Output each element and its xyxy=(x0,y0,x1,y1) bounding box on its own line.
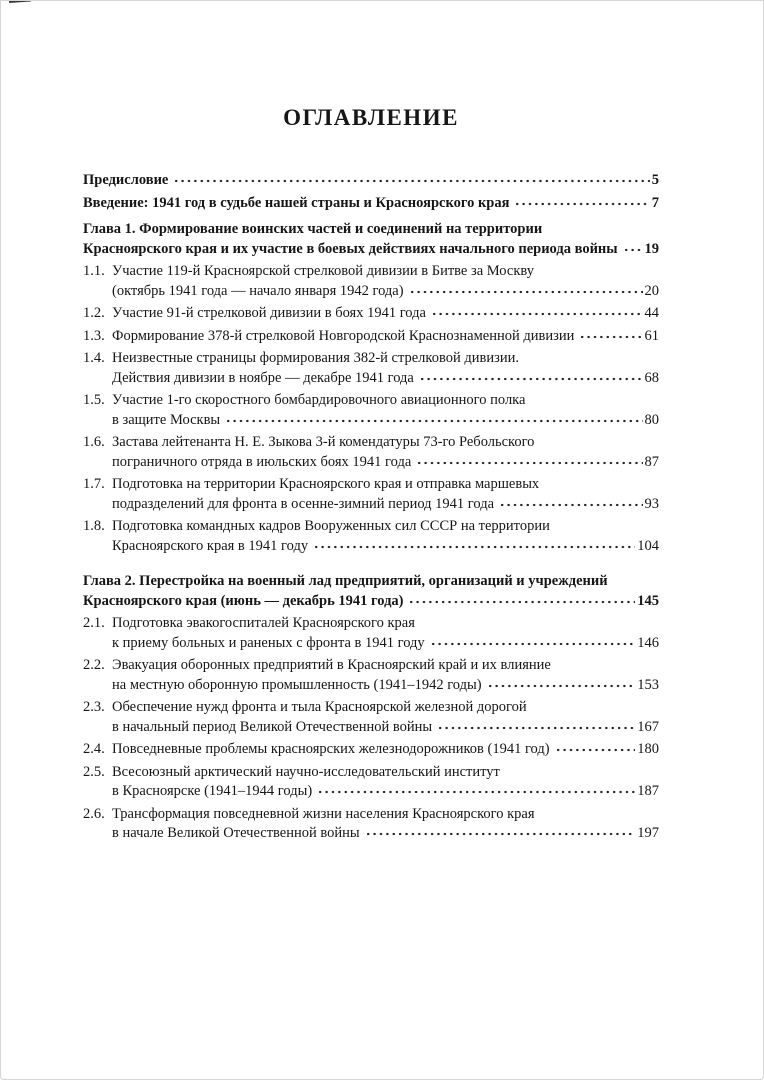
toc-entry-line xyxy=(83,433,659,453)
entry-text: пограничного отряда в июльских боях 1941 года xyxy=(112,453,412,470)
entry-text: Всесоюзный арктический научно-исследовательский институт xyxy=(112,763,500,780)
entry-text: Действия дивизии в ноябре — декабре 1941 года xyxy=(112,369,414,386)
toc-entry xyxy=(83,327,659,347)
toc-entry-line xyxy=(83,592,659,612)
entry-page-number: 93 xyxy=(644,495,659,512)
entry-page-number: 7 xyxy=(651,194,659,211)
toc-entry xyxy=(83,391,659,430)
page-title: ОГЛАВЛЕНИЕ xyxy=(283,105,459,130)
toc-entry-line xyxy=(83,656,659,676)
entry-page-number: 80 xyxy=(644,411,659,428)
toc-entry-line xyxy=(83,763,659,783)
entry-text: в начальный период Великой Отечественной войны xyxy=(112,718,433,735)
entry-number: 2.1. xyxy=(83,615,105,631)
dot-leader xyxy=(487,679,636,689)
toc-entry-line xyxy=(83,262,659,282)
toc-entry-line xyxy=(112,369,659,389)
toc-entry-line xyxy=(83,391,659,411)
toc-entry-line xyxy=(112,634,659,654)
toc-entry-line xyxy=(83,327,659,347)
entry-text: Красноярского края (июнь — декабрь 1941 года) xyxy=(83,592,404,609)
toc-entry-line xyxy=(83,698,659,718)
toc-entry-line xyxy=(83,220,659,240)
toc-entry xyxy=(83,349,659,388)
dot-leader xyxy=(365,827,636,837)
toc-content xyxy=(1,1,763,844)
toc-entry xyxy=(83,614,659,653)
entry-text: Красноярского края и их участие в боевых действиях начального периода войны xyxy=(83,240,618,257)
dot-leader xyxy=(514,197,649,207)
entry-text: Введение: 1941 год в судьбе нашей страны и Красноярского края xyxy=(83,194,510,211)
entry-text: Трансформация повседневной жизни населения Красноярского края xyxy=(112,805,535,822)
toc-entry xyxy=(83,262,659,301)
entry-text: Подготовка эвакогоспиталей Красноярского края xyxy=(112,615,415,631)
toc-entry-line xyxy=(112,676,659,696)
dot-leader xyxy=(416,456,642,466)
dot-leader xyxy=(225,414,642,424)
toc-entry-line xyxy=(112,453,659,473)
toc-entry-line xyxy=(83,194,659,214)
toc-chapter-entry xyxy=(83,572,659,611)
toc-entry xyxy=(83,698,659,737)
entry-number: 1.3. xyxy=(83,327,105,344)
entry-text: Подготовка командных кадров Вооруженных сил СССР на территории xyxy=(112,518,550,534)
dot-leader xyxy=(419,372,643,382)
entry-number: 1.6. xyxy=(83,434,105,450)
toc-entry-line xyxy=(83,475,659,495)
dot-leader xyxy=(555,743,636,753)
entry-page-number: 44 xyxy=(644,305,659,321)
entry-text: Эвакуация оборонных предприятий в Красноярский край и их влияние xyxy=(112,657,551,673)
entry-text: Участие 1-го скоростного бомбардировочного авиационного полка xyxy=(112,392,526,408)
toc-entry-line xyxy=(83,517,659,537)
entry-text: Застава лейтенанта Н. Е. Зыкова 3-й комендатуры 73-го Ребольского xyxy=(112,434,535,450)
toc-entry xyxy=(83,171,659,191)
entry-text: Глава 1. Формирование воинских частей и соединений на территории xyxy=(83,221,543,237)
entry-text: Неизвестные страницы формирования 382-й стрелковой дивизии. xyxy=(112,350,519,366)
entry-text: Участие 119-й Красноярской стрелковой дивизии в Битве за Москву xyxy=(112,263,534,279)
entry-number: 1.7. xyxy=(83,476,105,492)
entry-text: в защите Москвы xyxy=(112,411,221,428)
entry-text: Обеспечение нужд фронта и тыла Красноярской железной дорогой xyxy=(112,699,527,715)
dot-leader xyxy=(499,498,642,508)
dot-leader xyxy=(173,174,649,184)
entry-page-number: 180 xyxy=(637,741,659,757)
entry-page-number: 68 xyxy=(644,369,659,386)
toc-entry-line xyxy=(112,495,659,515)
entry-number: 2.5. xyxy=(83,763,105,780)
toc-entry xyxy=(83,517,659,556)
entry-text: Повседневные проблемы красноярских железнодорожников (1941 год) xyxy=(112,741,550,757)
entry-page-number: 197 xyxy=(637,825,659,841)
entry-page-number: 5 xyxy=(651,172,659,188)
toc-entry-line xyxy=(83,240,659,260)
entry-number: 1.2. xyxy=(83,305,105,321)
toc-entry-line xyxy=(112,824,659,844)
dot-leader xyxy=(408,595,635,605)
toc-entry-line xyxy=(112,537,659,557)
toc-entry xyxy=(83,475,659,514)
entry-number: 1.4. xyxy=(83,350,105,366)
dot-leader xyxy=(623,243,643,253)
entry-text: в начале Великой Отечественной войны xyxy=(112,825,360,841)
entry-text: Подготовка на территории Красноярского края и отправка маршевых xyxy=(112,476,540,492)
dot-leader xyxy=(579,330,642,340)
toc-entry xyxy=(83,656,659,695)
entry-number: 2.2. xyxy=(83,657,105,673)
entry-text: на местную оборонную промышленность (1941–1942 годы) xyxy=(112,676,482,693)
entry-number: 1.5. xyxy=(83,392,105,408)
entry-page-number: 61 xyxy=(644,327,659,344)
toc-entry-line xyxy=(83,614,659,634)
entry-number: 2.6. xyxy=(83,805,105,822)
entry-number: 1.1. xyxy=(83,263,105,279)
entry-page-number: 167 xyxy=(637,718,659,735)
entry-number: 2.4. xyxy=(83,741,105,757)
toc-entry-line xyxy=(83,304,659,324)
entry-number: 1.8. xyxy=(83,518,105,534)
entry-page-number: 153 xyxy=(637,676,659,693)
toc-entry xyxy=(83,433,659,472)
toc-entry-line xyxy=(112,718,659,738)
entry-text: подразделений для фронта в осенне-зимний период 1941 года xyxy=(112,495,495,512)
entry-text: (октябрь 1941 года — начало января 1942 года) xyxy=(112,282,404,299)
entry-text: Формирование 378-й стрелковой Новгородской Краснознаменной дивизии xyxy=(112,327,575,344)
dot-leader xyxy=(317,785,635,795)
toc-entry-line xyxy=(83,572,659,592)
entry-text: Предисловие xyxy=(83,172,169,188)
toc-entry-line xyxy=(83,349,659,369)
entry-page-number: 104 xyxy=(637,537,659,554)
entry-page-number: 187 xyxy=(637,783,659,799)
entry-page-number: 146 xyxy=(637,634,659,651)
entry-text: в Красноярске (1941–1944 годы) xyxy=(112,783,313,799)
dot-leader xyxy=(313,540,635,550)
toc-entry xyxy=(83,304,659,324)
dot-leader xyxy=(430,637,636,647)
toc-chapter-entry xyxy=(83,220,659,259)
dot-leader xyxy=(409,285,643,295)
entry-number: 2.3. xyxy=(83,699,105,715)
entry-page-number: 20 xyxy=(644,282,659,299)
toc-entry-line xyxy=(112,782,659,802)
dot-leader xyxy=(431,307,643,317)
entry-page-number: 19 xyxy=(644,240,659,257)
toc-entry xyxy=(83,805,659,844)
entry-text: Глава 2. Перестройка на военный лад предприятий, организаций и учреждений xyxy=(83,573,608,589)
entry-text: Участие 91-й стрелковой дивизии в боях 1941 года xyxy=(112,305,426,321)
toc-entry-line xyxy=(112,411,659,431)
entry-page-number: 87 xyxy=(644,453,659,470)
toc-entry-line xyxy=(83,805,659,825)
entry-page-number: 145 xyxy=(637,592,659,609)
entry-text: к приему больных и раненых с фронта в 1941 году xyxy=(112,634,425,651)
toc-entry-line xyxy=(83,171,659,191)
toc-entry-line xyxy=(112,282,659,302)
toc-entry xyxy=(83,763,659,802)
toc-entry xyxy=(83,194,659,214)
toc-entry-line xyxy=(83,740,659,760)
entry-text: Красноярского края в 1941 году xyxy=(112,537,309,554)
toc-entry xyxy=(83,740,659,760)
dot-leader xyxy=(437,721,635,731)
